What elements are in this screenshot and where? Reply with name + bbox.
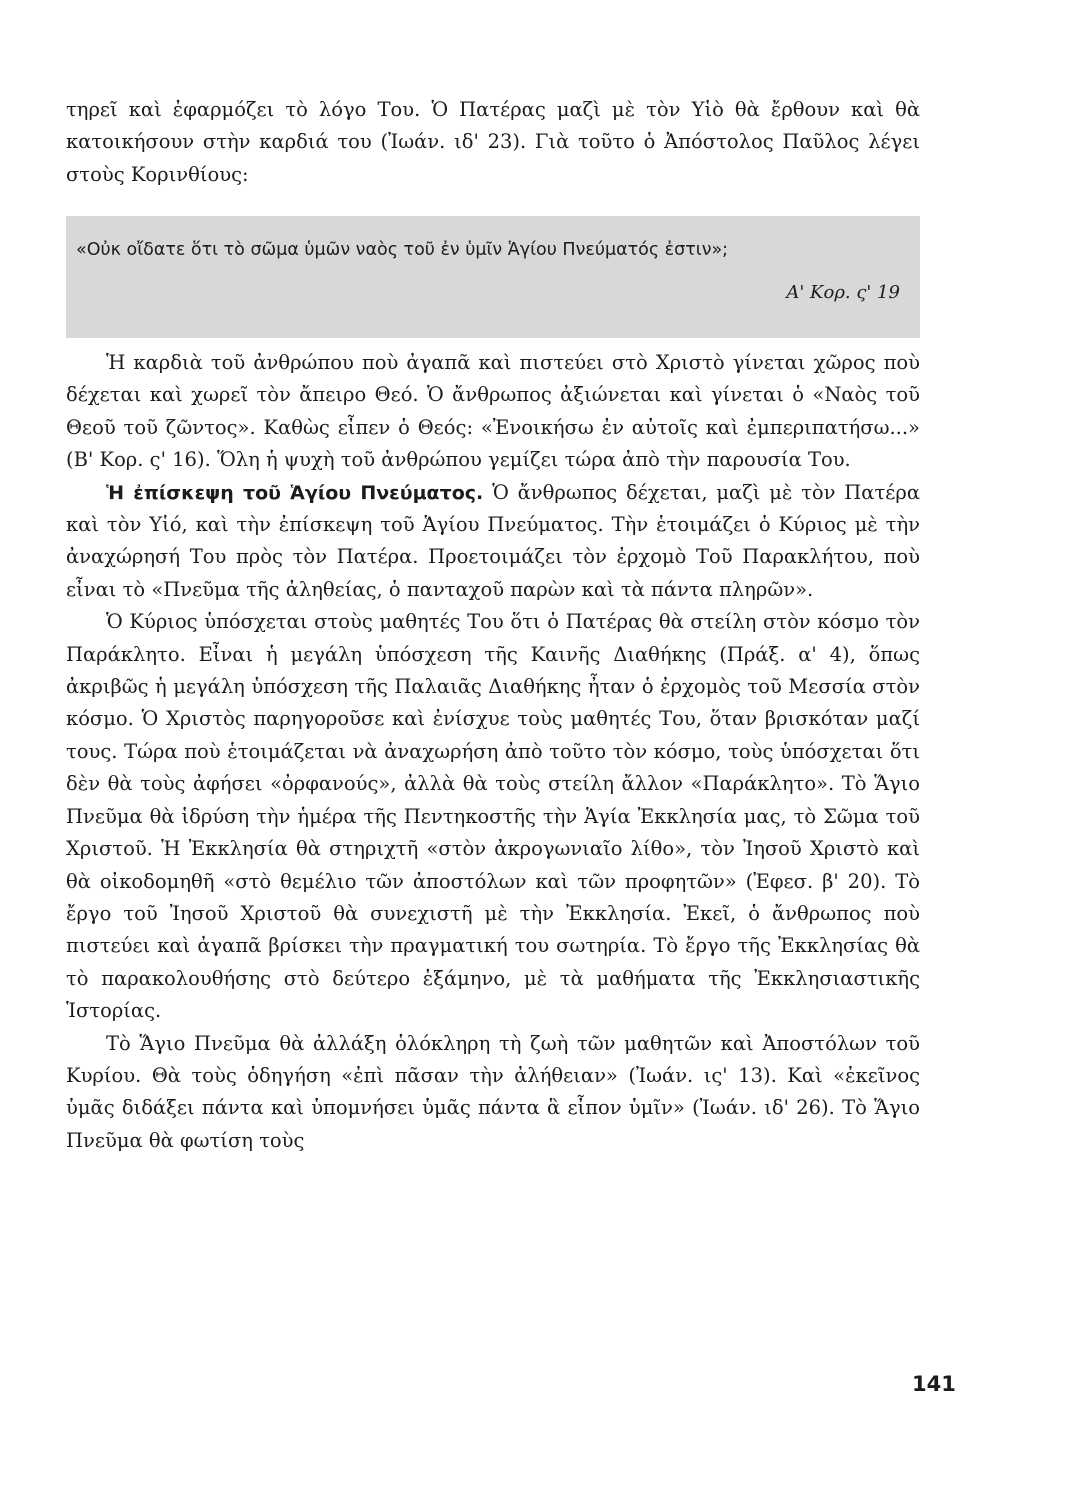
section-heading: Ἡ ἐπίσκεψη τοῦ Ἁγίου Πνεύματος. bbox=[106, 481, 484, 504]
body-text bbox=[66, 347, 920, 1157]
quote-text: «Οὐκ οἴδατε ὅτι τὸ σῶμα ὑμῶν ναὸς τοῦ ἐν ὑμῖν Ἁγίου Πνεύματός ἐστιν»; bbox=[76, 240, 729, 260]
quote-reference: Α' Κορ. ς' 19 bbox=[786, 282, 900, 303]
scripture-quote-box bbox=[66, 216, 920, 338]
paragraph-holy-spirit-visit-text: Ὁ ἄνθρωπος δέχεται, μαζὶ μὲ τὸν Πατέρα καὶ τὸν Υἱό, καὶ τὴν ἐπίσκεψη τοῦ Ἁγίου Πνεύματος. Τὴν ἑτοιμάζει ὁ Κύριος μὲ τὴν ἀναχώρησή Του πρὸς τὸν Πατέρα. Προετοιμάζει τὸν ἐρχομὸ Τοῦ Παρακλήτου, ποὺ εἶναι τὸ «Πνεῦμα τῆς ἀληθείας, ὁ πανταχοῦ παρὼν καὶ τὰ πάντα πληρῶν». bbox=[66, 480, 921, 601]
intro-paragraph: τηρεῖ καὶ ἐφαρμόζει τὸ λόγο Του. Ὁ Πατέρας μαζὶ μὲ τὸν Υἱὸ θὰ ἔρθουν καὶ θὰ κατοικήσουν στὴν καρδιά του (Ἰωάν. ιδ' 23). Γιὰ τοῦτο ὁ Ἀπόστολος Παῦλος λέγει στοὺς Κορινθίους: bbox=[66, 98, 920, 186]
paragraph-change: Τὸ Ἅγιο Πνεῦμα θὰ ἀλλάξη ὁλόκληρη τὴ ζωὴ τῶν μαθητῶν καὶ Ἀποστόλων τοῦ Κυρίου. Θὰ τοὺς ὁδηγήση «ἐπὶ πᾶσαν τὴν ἀλήθειαν» (Ἰωάν. ις' 13). Καὶ «ἐκεῖνος ὑμᾶς διδάξει πάντα καὶ ὑπομνήσει ὑμᾶς πάντα ἃ εἶπον ὑμῖν» (Ἰωάν. ιδ' 26). Τὸ Ἅγιο Πνεῦμα θὰ φωτίση τοὺς bbox=[66, 1031, 920, 1152]
paragraph-holy-spirit-visit bbox=[66, 477, 920, 607]
paragraph-heart-temple: Ἡ καρδιὰ τοῦ ἀνθρώπου ποὺ ἀγαπᾶ καὶ πιστεύει στὸ Χριστὸ γίνεται χῶρος ποὺ δέχεται καὶ χωρεῖ τὸν ἄπειρο Θεό. Ὁ ἄνθρωπος ἀξιώνεται καὶ γίνεται ὁ «Ναὸς τοῦ Θεοῦ τοῦ ζῶντος». Καθὼς εἶπεν ὁ Θεός: «Ἐνοικήσω ἐν αὐτοῖς καὶ ἐμπεριπατήσω...» (Β' Κορ. ς' 16). Ὅλη ἡ ψυχὴ τοῦ ἀνθρώπου γεμίζει τώρα ἀπὸ τὴν παρουσία Του. bbox=[66, 351, 920, 472]
page-number: 141 bbox=[912, 1372, 956, 1396]
paragraph-promise: Ὁ Κύριος ὑπόσχεται στοὺς μαθητές Του ὅτι ὁ Πατέρας θὰ στείλη στὸν κόσμο τὸν Παράκλητο. Εἶναι ἡ μεγάλη ὑπόσχεση τῆς Καινῆς Διαθήκης (Πράξ. α' 4), ὅπως ἀκριβῶς ἡ μεγάλη ὑπόσχεση τῆς Παλαιᾶς Διαθήκης ἦταν ὁ ἐρχομὸς τοῦ Μεσσία στὸν κόσμο. Ὁ Χριστὸς παρηγοροῦσε καὶ ἐνίσχυε τοὺς μαθητές Του, ὅταν βρισκόταν μαζί τους. Τώρα ποὺ ἑτοιμάζεται νὰ ἀναχωρήση ἀπὸ τοῦτο τὸν κόσμο, τοὺς ὑπόσχεται ὅτι δὲν θὰ τοὺς ἀφήσει «ὀρφανούς», ἀλλὰ θὰ τοὺς στείλη ἄλλον «Παράκλητο». Τὸ Ἅγιο Πνεῦμα θὰ ἱδρύση τὴν ἡμέρα τῆς Πεντηκοστῆς τὴν Ἁγία Ἐκκλησία μας, τὸ Σῶμα τοῦ Χριστοῦ. Ἡ Ἐκκλησία θὰ στηριχτῆ «στὸν ἀκρογωνιαῖο λίθο», τὸν Ἰησοῦ Χριστὸ καὶ θὰ οἰκοδομηθῆ «στὸ θεμέλιο τῶν ἀποστόλων καὶ τῶν προφητῶν» (Ἐφεσ. β' 20). Τὸ ἔργο τοῦ Ἰησοῦ Χριστοῦ θὰ συνεχιστῆ μὲ τὴν Ἐκκλησία. Ἐκεῖ, ὁ ἄνθρωπος ποὺ πιστεύει καὶ ἀγαπᾶ βρίσκει τὴν πραγματική του σωτηρία. Τὸ ἔργο τῆς Ἐκκλησίας θὰ τὸ παρακολουθήσης στὸ δεύτερο ἑξάμηνο, μὲ τὰ μαθήματα τῆς Ἐκκλησιαστικῆς Ἱστορίας. bbox=[66, 610, 920, 1023]
